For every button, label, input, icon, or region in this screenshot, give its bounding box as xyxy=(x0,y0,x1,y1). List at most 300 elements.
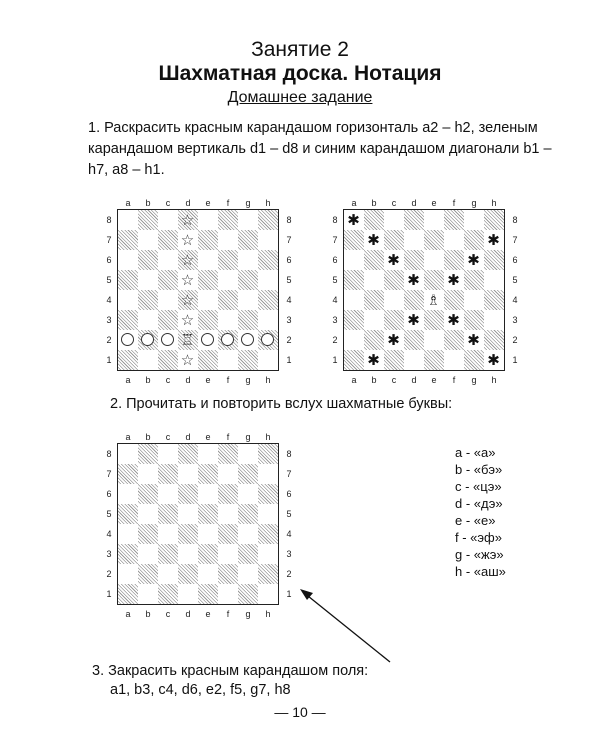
letter-item: f - «эф» xyxy=(455,530,502,545)
square-a8 xyxy=(118,444,138,464)
file-label: b xyxy=(145,198,151,208)
rank-label: 4 xyxy=(332,295,338,305)
square-h5 xyxy=(484,270,504,290)
rank-label: 8 xyxy=(512,215,518,225)
square-h2 xyxy=(258,564,278,584)
square-e4 xyxy=(198,524,218,544)
square-d7 xyxy=(178,230,198,250)
rank-label: 1 xyxy=(286,589,292,599)
square-h8 xyxy=(484,210,504,230)
rank-label: 6 xyxy=(332,255,338,265)
square-b6 xyxy=(364,250,384,270)
square-a7 xyxy=(344,230,364,250)
square-d5 xyxy=(404,270,424,290)
square-h2 xyxy=(258,330,278,350)
rank-label: 1 xyxy=(512,355,518,365)
board-grid xyxy=(117,209,279,371)
file-label: g xyxy=(245,198,251,208)
star-icon: ☆ xyxy=(180,290,195,309)
square-d6 xyxy=(404,250,424,270)
square-g1 xyxy=(238,350,258,370)
rank-label: 8 xyxy=(332,215,338,225)
square-f2 xyxy=(444,330,464,350)
file-label: b xyxy=(371,375,377,385)
square-c2 xyxy=(158,330,178,350)
square-b1 xyxy=(138,350,158,370)
square-d1 xyxy=(178,350,198,370)
square-c6 xyxy=(384,250,404,270)
letter-item: h - «аш» xyxy=(455,564,506,579)
asterisk-icon: ✱ xyxy=(467,330,480,349)
square-b3 xyxy=(138,310,158,330)
square-b2 xyxy=(138,330,158,350)
square-d1 xyxy=(178,584,198,604)
homework-heading: Домашнее задание xyxy=(227,89,373,106)
asterisk-icon: ✱ xyxy=(447,310,460,329)
file-label: c xyxy=(165,198,171,208)
square-a2 xyxy=(118,564,138,584)
star-icon: ☆ xyxy=(180,310,195,329)
page-number: — 10 — xyxy=(274,704,326,720)
square-c7 xyxy=(158,464,178,484)
square-e3 xyxy=(198,544,218,564)
square-b7 xyxy=(138,230,158,250)
task-3 xyxy=(92,662,368,700)
square-g3 xyxy=(464,310,484,330)
rank-label: 1 xyxy=(106,589,112,599)
square-c4 xyxy=(158,524,178,544)
square-c3 xyxy=(158,310,178,330)
square-c3 xyxy=(158,544,178,564)
square-h3 xyxy=(484,310,504,330)
file-label: e xyxy=(205,375,211,385)
square-c4 xyxy=(158,290,178,310)
square-e5 xyxy=(198,270,218,290)
square-e6 xyxy=(198,250,218,270)
square-e2 xyxy=(198,330,218,350)
square-h5 xyxy=(258,270,278,290)
star-icon: ☆ xyxy=(180,250,195,269)
square-h6 xyxy=(484,250,504,270)
task-2-text: 2. Прочитать и повторить вслух шахматные буквы: xyxy=(110,396,453,412)
square-f7 xyxy=(218,230,238,250)
square-g2 xyxy=(464,330,484,350)
letter-item: d - «дэ» xyxy=(455,496,503,511)
task-1-text: 1. Раскрасить красным карандашом горизонталь a2 – h2, зеленым карандашом вертикаль d1 – d8 и синим карандашом диагонали b1 – h7, a8 – h1. xyxy=(88,120,552,178)
square-f2 xyxy=(218,564,238,584)
rook-icon: ♖ xyxy=(180,330,195,349)
file-label: g xyxy=(245,609,251,619)
square-g6 xyxy=(464,250,484,270)
rank-label: 2 xyxy=(106,569,112,579)
file-label: g xyxy=(471,198,477,208)
square-h4 xyxy=(258,524,278,544)
file-label: f xyxy=(452,375,456,385)
file-label: a xyxy=(125,375,131,385)
rank-label: 8 xyxy=(106,215,112,225)
file-label: b xyxy=(145,432,151,442)
file-label: e xyxy=(431,198,437,208)
square-g5 xyxy=(238,270,258,290)
rank-label: 3 xyxy=(286,315,292,325)
rank-label: 7 xyxy=(106,235,112,245)
square-g8 xyxy=(238,444,258,464)
asterisk-icon: ✱ xyxy=(407,310,420,329)
rank-label: 3 xyxy=(106,549,112,559)
square-e5 xyxy=(424,270,444,290)
rank-label: 2 xyxy=(332,335,338,345)
square-d8 xyxy=(178,210,198,230)
rank-label: 1 xyxy=(106,355,112,365)
square-h4 xyxy=(258,290,278,310)
square-c2 xyxy=(384,330,404,350)
square-g4 xyxy=(238,290,258,310)
rank-label: 6 xyxy=(512,255,518,265)
square-f8 xyxy=(444,210,464,230)
letter-item: g - «жэ» xyxy=(455,547,504,562)
square-g6 xyxy=(238,484,258,504)
task-3-instruction: 3. Закрасить красным карандашом поля: xyxy=(92,663,369,679)
square-g8 xyxy=(464,210,484,230)
square-e1 xyxy=(198,350,218,370)
square-e3 xyxy=(198,310,218,330)
square-g7 xyxy=(238,464,258,484)
square-f3 xyxy=(218,310,238,330)
bishop-icon: ♗ xyxy=(426,290,441,309)
rank-label: 5 xyxy=(106,275,112,285)
square-g4 xyxy=(238,524,258,544)
square-a8 xyxy=(118,210,138,230)
square-g7 xyxy=(464,230,484,250)
rank-label: 3 xyxy=(332,315,338,325)
square-b4 xyxy=(364,290,384,310)
asterisk-icon: ✱ xyxy=(487,350,500,369)
square-d2 xyxy=(178,330,198,350)
square-c4 xyxy=(384,290,404,310)
file-label: a xyxy=(125,198,131,208)
square-d2 xyxy=(404,330,424,350)
square-c2 xyxy=(158,564,178,584)
board-grid xyxy=(117,443,279,605)
file-label: b xyxy=(145,609,151,619)
file-label: f xyxy=(226,375,230,385)
square-d3 xyxy=(178,544,198,564)
file-label: b xyxy=(371,198,377,208)
rank-label: 7 xyxy=(512,235,518,245)
rank-label: 2 xyxy=(286,335,292,345)
square-b7 xyxy=(138,464,158,484)
square-b8 xyxy=(364,210,384,230)
square-c8 xyxy=(384,210,404,230)
square-c3 xyxy=(384,310,404,330)
square-e6 xyxy=(424,250,444,270)
square-c5 xyxy=(384,270,404,290)
file-label: c xyxy=(165,609,171,619)
file-label: f xyxy=(226,198,230,208)
square-c1 xyxy=(158,584,178,604)
square-d3 xyxy=(404,310,424,330)
circle-icon xyxy=(198,330,218,350)
square-h4 xyxy=(484,290,504,310)
file-label: a xyxy=(125,432,131,442)
asterisk-icon: ✱ xyxy=(487,230,500,249)
square-b3 xyxy=(364,310,384,330)
square-g6 xyxy=(238,250,258,270)
square-g1 xyxy=(464,350,484,370)
square-a7 xyxy=(118,464,138,484)
letter-item: b - «бэ» xyxy=(455,462,503,477)
rank-label: 8 xyxy=(286,215,292,225)
asterisk-icon: ✱ xyxy=(367,350,380,369)
rank-label: 3 xyxy=(106,315,112,325)
square-d5 xyxy=(178,270,198,290)
file-label: e xyxy=(205,432,211,442)
square-b4 xyxy=(138,524,158,544)
square-c7 xyxy=(158,230,178,250)
square-g8 xyxy=(238,210,258,230)
square-h3 xyxy=(258,544,278,564)
star-icon: ☆ xyxy=(180,210,195,229)
square-a5 xyxy=(344,270,364,290)
square-b5 xyxy=(138,270,158,290)
file-label: c xyxy=(391,198,397,208)
asterisk-icon: ✱ xyxy=(387,250,400,269)
file-label: d xyxy=(185,609,191,619)
square-f5 xyxy=(218,504,238,524)
letter-item: e - «е» xyxy=(455,513,496,528)
star-icon: ☆ xyxy=(180,270,195,289)
square-f1 xyxy=(218,350,238,370)
square-f7 xyxy=(444,230,464,250)
rank-label: 2 xyxy=(512,335,518,345)
chessboard-1 xyxy=(104,196,294,386)
square-d3 xyxy=(178,310,198,330)
square-b8 xyxy=(138,444,158,464)
file-label: h xyxy=(265,198,271,208)
rank-label: 6 xyxy=(106,255,112,265)
square-f1 xyxy=(218,584,238,604)
square-d8 xyxy=(178,444,198,464)
square-e1 xyxy=(424,350,444,370)
square-h5 xyxy=(258,504,278,524)
rank-label: 5 xyxy=(332,275,338,285)
square-d4 xyxy=(178,524,198,544)
rank-label: 8 xyxy=(286,449,292,459)
square-f8 xyxy=(218,444,238,464)
file-label: d xyxy=(185,432,191,442)
rank-label: 4 xyxy=(106,529,112,539)
square-b1 xyxy=(364,350,384,370)
square-a1 xyxy=(118,584,138,604)
circle-icon xyxy=(258,330,278,350)
square-d4 xyxy=(404,290,424,310)
square-g5 xyxy=(464,270,484,290)
file-label: e xyxy=(205,198,211,208)
file-label: d xyxy=(185,375,191,385)
square-a4 xyxy=(118,290,138,310)
square-h1 xyxy=(484,350,504,370)
file-label: h xyxy=(265,609,271,619)
square-e2 xyxy=(424,330,444,350)
rank-label: 4 xyxy=(286,529,292,539)
asterisk-icon: ✱ xyxy=(387,330,400,349)
asterisk-icon: ✱ xyxy=(367,230,380,249)
square-a7 xyxy=(118,230,138,250)
square-a4 xyxy=(344,290,364,310)
square-d6 xyxy=(178,250,198,270)
square-c6 xyxy=(158,250,178,270)
rank-label: 2 xyxy=(106,335,112,345)
square-d2 xyxy=(178,564,198,584)
square-g5 xyxy=(238,504,258,524)
rank-label: 7 xyxy=(332,235,338,245)
square-h7 xyxy=(258,464,278,484)
file-label: e xyxy=(431,375,437,385)
rank-label: 5 xyxy=(512,275,518,285)
square-b6 xyxy=(138,484,158,504)
rank-label: 3 xyxy=(512,315,518,325)
square-d4 xyxy=(178,290,198,310)
square-e4 xyxy=(198,290,218,310)
square-a3 xyxy=(118,544,138,564)
square-f4 xyxy=(218,524,238,544)
rank-label: 5 xyxy=(286,275,292,285)
rank-label: 5 xyxy=(106,509,112,519)
asterisk-icon: ✱ xyxy=(407,270,420,289)
square-d1 xyxy=(404,350,424,370)
square-h3 xyxy=(258,310,278,330)
square-h7 xyxy=(258,230,278,250)
square-f3 xyxy=(218,544,238,564)
square-f5 xyxy=(218,270,238,290)
square-f8 xyxy=(218,210,238,230)
square-e4 xyxy=(424,290,444,310)
square-f7 xyxy=(218,464,238,484)
square-a3 xyxy=(344,310,364,330)
square-a3 xyxy=(118,310,138,330)
rank-label: 6 xyxy=(286,489,292,499)
file-label: a xyxy=(125,609,131,619)
rank-label: 6 xyxy=(106,489,112,499)
square-c1 xyxy=(384,350,404,370)
square-a5 xyxy=(118,270,138,290)
file-label: b xyxy=(145,375,151,385)
square-b5 xyxy=(364,270,384,290)
square-e8 xyxy=(424,210,444,230)
file-label: h xyxy=(491,198,497,208)
square-f4 xyxy=(218,290,238,310)
square-h1 xyxy=(258,350,278,370)
file-label: d xyxy=(411,375,417,385)
letter-item: c - «цэ» xyxy=(455,479,502,494)
file-label: d xyxy=(411,198,417,208)
square-e7 xyxy=(424,230,444,250)
lesson-title: Занятие 2 xyxy=(251,38,349,61)
square-e7 xyxy=(198,230,218,250)
square-h7 xyxy=(484,230,504,250)
task-3-squares: a1, b3, c4, d6, e2, f5, g7, h8 xyxy=(110,682,291,698)
rank-label: 7 xyxy=(286,235,292,245)
letter-item: a - «а» xyxy=(455,445,496,460)
square-a6 xyxy=(344,250,364,270)
rank-label: 4 xyxy=(286,295,292,305)
square-f6 xyxy=(218,250,238,270)
circle-icon xyxy=(238,330,258,350)
board-grid xyxy=(343,209,505,371)
square-a8 xyxy=(344,210,364,230)
topic-title: Шахматная доска. Нотация xyxy=(158,62,442,85)
file-label: e xyxy=(205,609,211,619)
square-f6 xyxy=(444,250,464,270)
square-e6 xyxy=(198,484,218,504)
file-label: h xyxy=(265,432,271,442)
square-a6 xyxy=(118,250,138,270)
square-f2 xyxy=(218,330,238,350)
file-label: g xyxy=(245,375,251,385)
file-label: h xyxy=(491,375,497,385)
square-d5 xyxy=(178,504,198,524)
file-label: g xyxy=(471,375,477,385)
square-h6 xyxy=(258,250,278,270)
square-h8 xyxy=(258,210,278,230)
square-b2 xyxy=(138,564,158,584)
file-label: a xyxy=(351,198,357,208)
rank-label: 5 xyxy=(286,509,292,519)
square-c5 xyxy=(158,504,178,524)
square-c1 xyxy=(158,350,178,370)
square-a2 xyxy=(118,330,138,350)
square-f4 xyxy=(444,290,464,310)
circle-icon xyxy=(158,330,178,350)
square-b1 xyxy=(138,584,158,604)
file-label: f xyxy=(452,198,456,208)
asterisk-icon: ✱ xyxy=(447,270,460,289)
square-c6 xyxy=(158,484,178,504)
square-g2 xyxy=(238,564,258,584)
star-icon: ☆ xyxy=(180,230,195,249)
square-b4 xyxy=(138,290,158,310)
file-label: h xyxy=(265,375,271,385)
square-g4 xyxy=(464,290,484,310)
square-b5 xyxy=(138,504,158,524)
square-g3 xyxy=(238,310,258,330)
square-e5 xyxy=(198,504,218,524)
square-g3 xyxy=(238,544,258,564)
file-label: c xyxy=(391,375,397,385)
square-a1 xyxy=(344,350,364,370)
square-a5 xyxy=(118,504,138,524)
square-c8 xyxy=(158,444,178,464)
square-d8 xyxy=(404,210,424,230)
square-a2 xyxy=(344,330,364,350)
square-d7 xyxy=(404,230,424,250)
rank-label: 4 xyxy=(106,295,112,305)
rank-label: 3 xyxy=(286,549,292,559)
file-label: c xyxy=(165,375,171,385)
square-a6 xyxy=(118,484,138,504)
square-g2 xyxy=(238,330,258,350)
chessboard-3 xyxy=(104,430,294,620)
square-d6 xyxy=(178,484,198,504)
file-label: g xyxy=(245,432,251,442)
square-c7 xyxy=(384,230,404,250)
rank-label: 7 xyxy=(286,469,292,479)
square-c8 xyxy=(158,210,178,230)
rank-label: 2 xyxy=(286,569,292,579)
square-c5 xyxy=(158,270,178,290)
square-h6 xyxy=(258,484,278,504)
square-g1 xyxy=(238,584,258,604)
